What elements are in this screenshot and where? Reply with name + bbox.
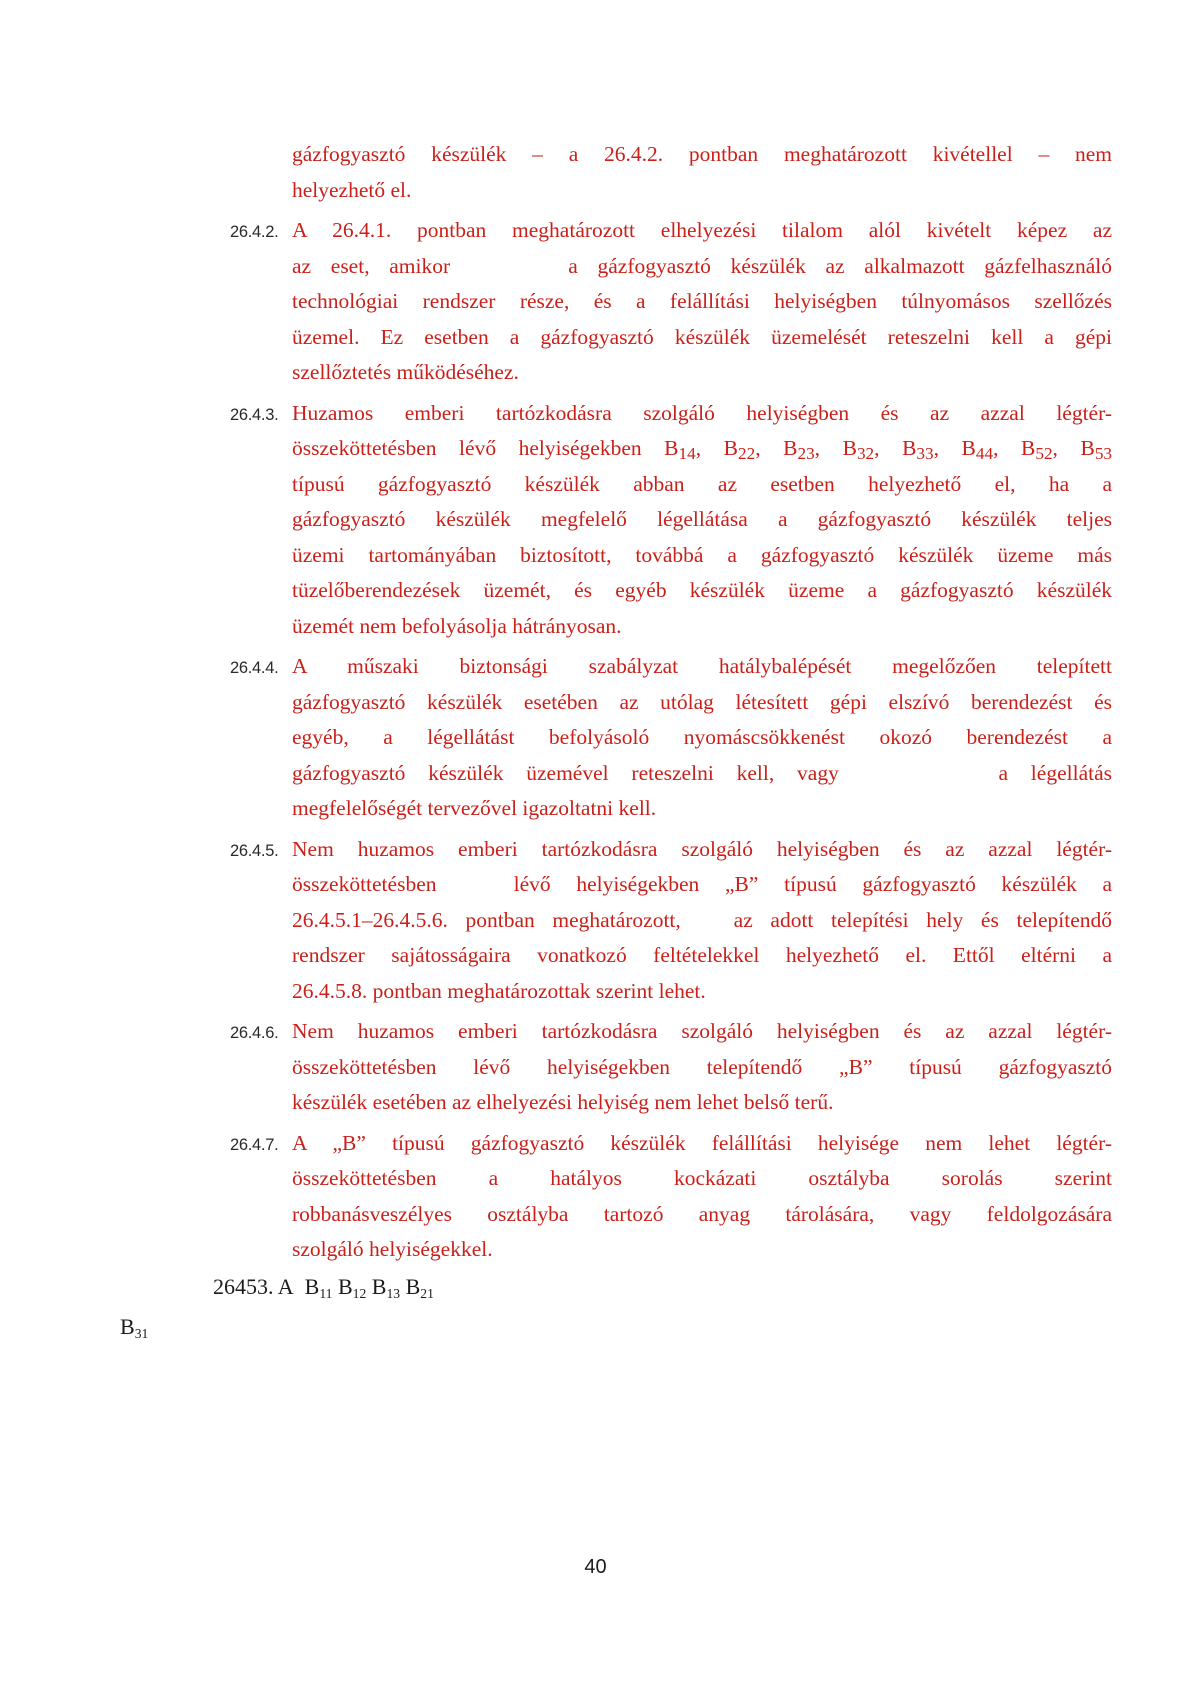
paragraph-line: A műszaki biztonsági szabályzat hatálybalépését megelőzően telepített xyxy=(292,654,1112,678)
paragraph-line: Nem huzamos emberi tartózkodásra szolgáló helyiségben és az azzal légtér- xyxy=(292,1019,1112,1043)
section-number: 26.4.2. xyxy=(230,223,279,241)
paragraph-text xyxy=(292,213,1112,391)
paragraph-line: A „B” típusú gázfogyasztó készülék felállítási helyisége nem lehet légtér- xyxy=(292,1130,1112,1155)
paragraph-line: technológiai rendszer része, és a felállítási helyiségben túlnyomásos szellőzés xyxy=(292,289,1112,313)
paragraph-line: 26.4.5.1–26.4.5.6. pontban meghatározott, az adott telepítési hely és telepítendő xyxy=(292,907,1112,932)
paragraph-line: egyéb, a légellátást befolyásoló nyomáscsökkenést okozó berendezést a xyxy=(292,725,1112,749)
paragraph-line: összeköttetésben a hatályos kockázati osztályba sorolás szerint xyxy=(292,1166,1112,1190)
section-number: 26.4.6. xyxy=(230,1024,279,1042)
paragraph-text xyxy=(292,832,1112,1010)
paragraph-line: szolgáló helyiségekkel. xyxy=(292,1237,493,1261)
paragraph-line: gázfogyasztó készülék esetében az utólag létesített gépi elszívó berendezést és xyxy=(292,689,1112,714)
paragraph-line: üzemét nem befolyásolja hátrányosan. xyxy=(292,613,622,638)
paragraph-line: gázfogyasztó készülék – a 26.4.2. pontban meghatározott kivétellel – nem xyxy=(292,142,1112,166)
section-number: 26.4.7. xyxy=(230,1135,279,1154)
paragraph-text xyxy=(292,649,1112,827)
paragraph-text xyxy=(292,1126,1112,1268)
paragraph-line: helyezhető el. xyxy=(292,177,412,202)
paragraph-text xyxy=(292,137,1112,208)
paragraph-line: rendszer sajátosságaira vonatkozó feltételekkel helyezhető el. Ettől eltérni a xyxy=(292,943,1112,967)
paragraph-line: készülék esetében az elhelyezési helyiség nem lehet belső terű. xyxy=(292,1090,834,1114)
paragraph-line: megfelelőségét tervezővel igazoltatni kell. xyxy=(292,796,657,820)
paragraph-line: összeköttetésben lévő helyiségekben „B” típusú gázfogyasztó készülék a xyxy=(292,872,1112,896)
section-number xyxy=(230,137,292,208)
paragraph-line: tüzelőberendezések üzemét, és egyéb készülék üzeme a gázfogyasztó készülék xyxy=(292,578,1112,602)
section-number: 26.4.3. xyxy=(230,405,279,424)
paragraph-line: 26.4.5.8. pontban meghatározottak szerint lehet. xyxy=(292,978,706,1003)
regulation-paragraph xyxy=(230,832,1112,1010)
paragraph-line: Nem huzamos emberi tartózkodásra szolgáló helyiségben és az azzal légtér- xyxy=(292,836,1112,861)
footnote-line-1: 26453. A $B_{11}$ $B_{12}$ $B_{13}$ $B_{21}$ xyxy=(213,1274,434,1301)
paragraph-text xyxy=(292,396,1112,645)
paragraph-line: üzemel. Ez esetben a gázfogyasztó készülék üzemelését reteszelni kell a gépi xyxy=(292,324,1112,349)
regulation-paragraph xyxy=(230,1014,1112,1121)
regulation-text-block xyxy=(230,137,1112,1273)
paragraph-line: Huzamos emberi tartózkodásra szolgáló helyiségben és az azzal légtér- xyxy=(292,400,1112,425)
footnote-line-2: $B_{31}$ xyxy=(120,1314,149,1341)
paragraph-line: A 26.4.1. pontban meghatározott elhelyezési tilalom alól kivételt képez az xyxy=(292,218,1112,242)
paragraph-line: gázfogyasztó készülék üzemével reteszelni kell, vagy a légellátás xyxy=(292,760,1112,785)
paragraph-line: összeköttetésben lévő helyiségekben $B_{14}$, $B_{22}$, $B_{23}$, $B_{32}$, $B_{33}$, $B_{44}$, $B_{52}$, $B_{53}$ xyxy=(292,436,1112,463)
regulation-paragraph xyxy=(230,213,1112,391)
regulation-paragraph xyxy=(230,396,1112,645)
paragraph-line: gázfogyasztó készülék megfelelő légellátása a gázfogyasztó készülék teljes xyxy=(292,507,1112,531)
paragraph-line: az eset, amikor a gázfogyasztó készülék az alkalmazott gázfelhasználó xyxy=(292,253,1112,278)
page-number: 40 xyxy=(584,1556,607,1578)
section-number: 26.4.4. xyxy=(230,659,279,677)
paragraph-line: robbanásveszélyes osztályba tartozó anyag tárolására, vagy feldolgozására xyxy=(292,1201,1112,1226)
paragraph-line: típusú gázfogyasztó készülék abban az esetben helyezhető el, ha a xyxy=(292,471,1112,496)
paragraph-line: összeköttetésben lévő helyiségekben telepítendő „B” típusú gázfogyasztó xyxy=(292,1054,1112,1079)
regulation-paragraph xyxy=(230,649,1112,827)
regulation-paragraph xyxy=(230,1126,1112,1268)
paragraph-line: üzemi tartományában biztosított, továbbá a gázfogyasztó készülék üzeme más xyxy=(292,542,1112,567)
paragraph-text xyxy=(292,1014,1112,1121)
regulation-paragraph xyxy=(230,137,1112,208)
paragraph-line: szellőztetés működéséhez. xyxy=(292,360,519,384)
section-number: 26.4.5. xyxy=(230,841,279,860)
